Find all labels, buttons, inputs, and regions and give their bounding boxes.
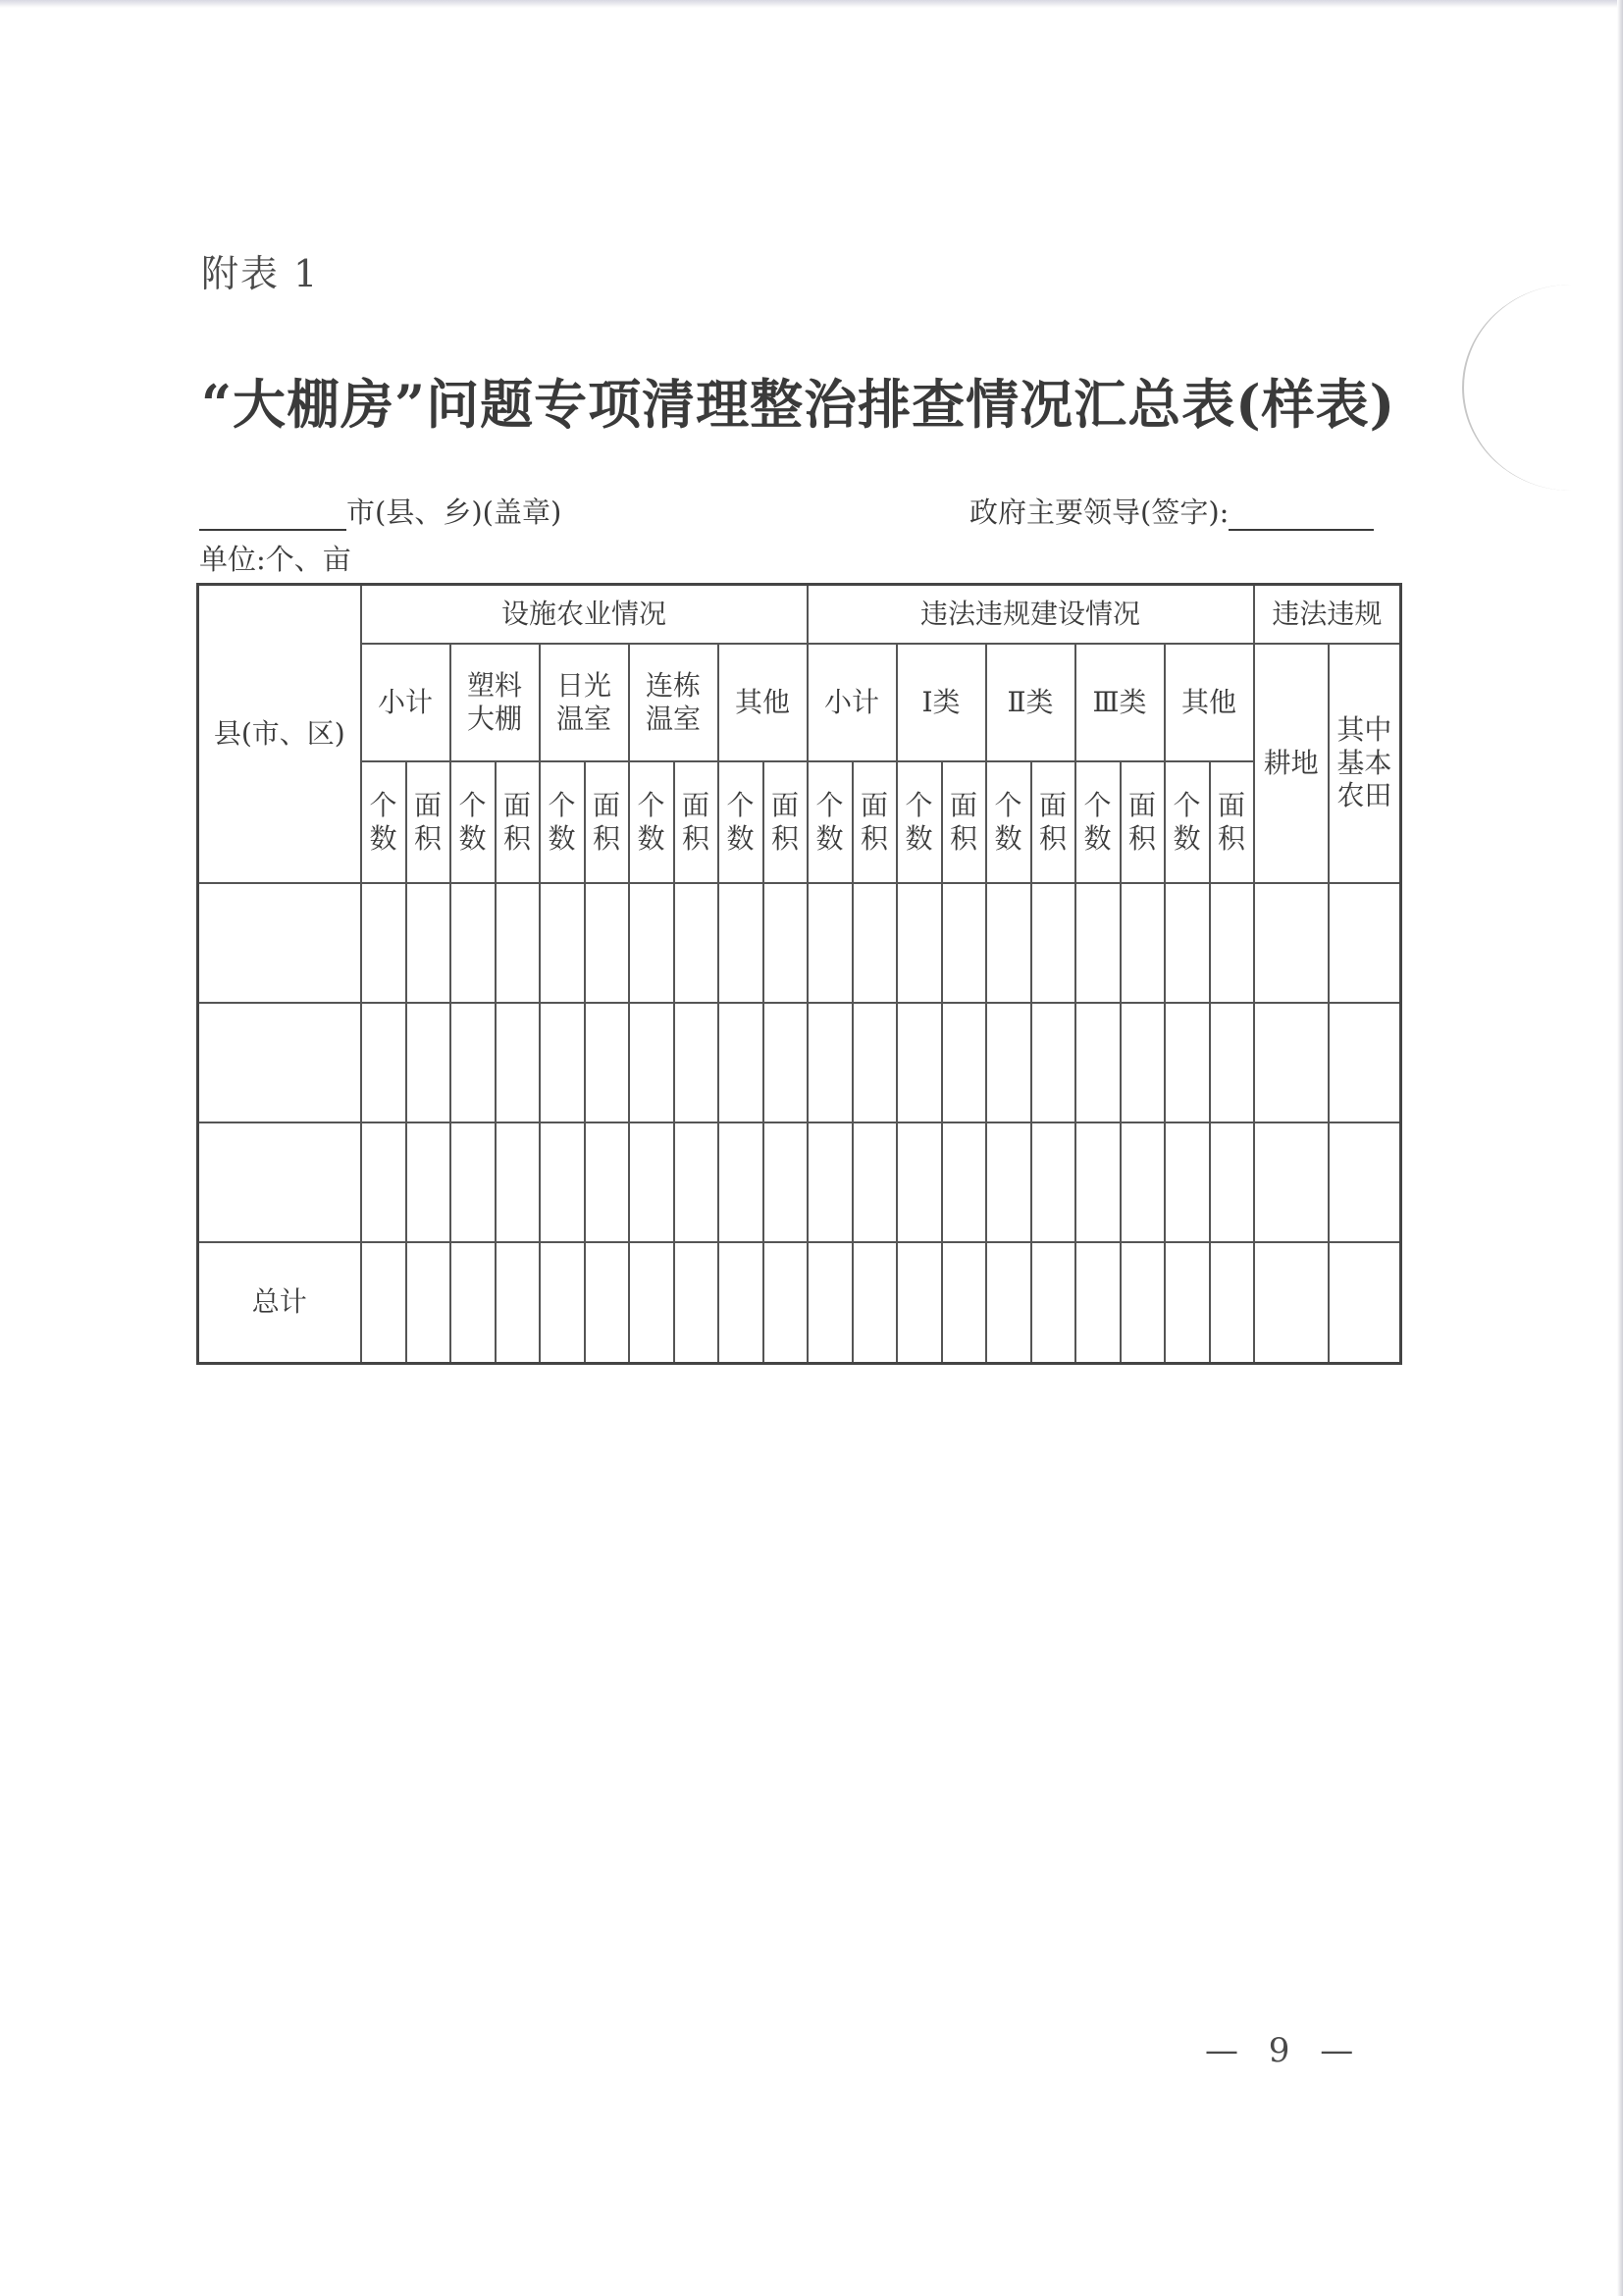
table-cell[interactable] [808, 1242, 853, 1364]
table-cell[interactable] [1075, 1122, 1121, 1242]
table-cell[interactable] [1075, 883, 1121, 1003]
county-cell[interactable] [198, 883, 361, 1003]
area-header: 面积 [1031, 761, 1075, 883]
table-cell[interactable] [1329, 883, 1401, 1003]
table-cell[interactable] [585, 883, 629, 1003]
scan-edge-top [0, 0, 1623, 8]
table-cell[interactable] [585, 1242, 629, 1364]
area-header: 面积 [942, 761, 986, 883]
table-cell[interactable] [540, 1122, 585, 1242]
table-cell[interactable] [450, 1003, 496, 1122]
table-cell[interactable] [1121, 1122, 1165, 1242]
table-cell[interactable] [763, 1003, 808, 1122]
table-cell[interactable] [986, 1122, 1031, 1242]
table-cell[interactable] [406, 1003, 450, 1122]
table-cell[interactable] [763, 1242, 808, 1364]
table-cell[interactable] [361, 1003, 406, 1122]
facility-subtotal-header: 小计 [361, 644, 450, 761]
table-cell[interactable] [1165, 1003, 1210, 1122]
table-cell[interactable] [361, 1242, 406, 1364]
count-header: 个数 [540, 761, 585, 883]
table-cell[interactable] [496, 1242, 540, 1364]
table-row [198, 1003, 1401, 1122]
table-cell[interactable] [853, 1242, 897, 1364]
area-header: 面积 [406, 761, 450, 883]
table-cell[interactable] [718, 883, 763, 1003]
farmland-header: 耕地 [1254, 644, 1329, 883]
table-cell[interactable] [897, 1122, 942, 1242]
class-1-header: Ⅰ类 [897, 644, 986, 761]
table-cell[interactable] [942, 883, 986, 1003]
count-header: 个数 [986, 761, 1031, 883]
table-cell[interactable] [1031, 1122, 1075, 1242]
basic-farmland-header: 其中基本农田 [1329, 644, 1401, 883]
table-cell[interactable] [942, 1122, 986, 1242]
table-cell[interactable] [1210, 1242, 1254, 1364]
stamp-line [199, 491, 561, 531]
table-cell[interactable] [629, 1242, 674, 1364]
table-cell[interactable] [1031, 883, 1075, 1003]
table-cell[interactable] [406, 883, 450, 1003]
summary-table [196, 583, 1402, 1365]
count-header: 个数 [897, 761, 942, 883]
area-header: 面积 [1210, 761, 1254, 883]
count-header: 个数 [808, 761, 853, 883]
table-cell[interactable] [718, 1003, 763, 1122]
table-cell[interactable] [853, 883, 897, 1003]
count-header: 个数 [1165, 761, 1210, 883]
table-cell[interactable] [897, 883, 942, 1003]
table-cell[interactable] [1210, 1003, 1254, 1122]
multispan-greenhouse-header: 连栋温室 [629, 644, 718, 761]
total-row [198, 1242, 1401, 1364]
count-area-header-row [198, 761, 1401, 883]
table-cell[interactable] [674, 1122, 718, 1242]
table-cell[interactable] [1031, 1242, 1075, 1364]
table-cell[interactable] [540, 883, 585, 1003]
table-cell[interactable] [674, 883, 718, 1003]
table-cell[interactable] [763, 1122, 808, 1242]
table-cell[interactable] [942, 1242, 986, 1364]
area-header: 面积 [853, 761, 897, 883]
table-cell[interactable] [1210, 883, 1254, 1003]
unit-label: 单位:个、亩 [199, 543, 351, 576]
table-cell[interactable] [585, 1122, 629, 1242]
table-cell[interactable] [986, 1003, 1031, 1122]
table-cell[interactable] [1254, 1122, 1329, 1242]
table-cell[interactable] [629, 883, 674, 1003]
table-cell[interactable] [1254, 1003, 1329, 1122]
facility-agriculture-header: 设施农业情况 [361, 585, 808, 644]
county-header: 县(市、区) [198, 585, 361, 883]
county-cell[interactable] [198, 1003, 361, 1122]
table-cell[interactable] [1254, 883, 1329, 1003]
signature-line [969, 491, 1374, 531]
area-header: 面积 [585, 761, 629, 883]
table-cell[interactable] [406, 1122, 450, 1242]
table-cell[interactable] [674, 1003, 718, 1122]
class-3-header: Ⅲ类 [1075, 644, 1165, 761]
illegal-other-header: 其他 [1165, 644, 1254, 761]
table-cell[interactable] [674, 1242, 718, 1364]
table-cell[interactable] [853, 1122, 897, 1242]
paper-fold-mark [1462, 285, 1623, 491]
violation-header: 违法违规 [1254, 585, 1401, 644]
table-cell[interactable] [1210, 1122, 1254, 1242]
attachment-label: 附表 1 [201, 252, 320, 295]
table-cell[interactable] [361, 1122, 406, 1242]
table-row [198, 1122, 1401, 1242]
table-cell[interactable] [361, 883, 406, 1003]
table-cell[interactable] [496, 883, 540, 1003]
table-cell[interactable] [718, 1122, 763, 1242]
table-cell[interactable] [808, 1003, 853, 1122]
table-cell[interactable] [629, 1122, 674, 1242]
table-cell[interactable] [1121, 883, 1165, 1003]
table-cell[interactable] [1075, 1242, 1121, 1364]
table-cell[interactable] [450, 1242, 496, 1364]
count-header: 个数 [361, 761, 406, 883]
illegal-construction-header: 违法违规建设情况 [808, 585, 1254, 644]
table-cell[interactable] [986, 1242, 1031, 1364]
table-cell[interactable] [1121, 1003, 1165, 1122]
area-header: 面积 [763, 761, 808, 883]
table-cell[interactable] [1329, 1242, 1401, 1364]
table-cell[interactable] [897, 1003, 942, 1122]
table-cell[interactable] [1329, 1122, 1401, 1242]
page-title: “大棚房”问题专项清理整治排查情况汇总表(样表) [201, 373, 1396, 436]
table-cell[interactable] [763, 883, 808, 1003]
signature-blank-field[interactable] [1229, 497, 1374, 531]
table-cell[interactable] [1121, 1242, 1165, 1364]
table-cell[interactable] [629, 1003, 674, 1122]
area-header: 面积 [1121, 761, 1165, 883]
stamp-label: 市(县、乡)(盖章) [346, 496, 562, 529]
table-cell[interactable] [1329, 1003, 1401, 1122]
table-cell[interactable] [1031, 1003, 1075, 1122]
table-cell[interactable] [1165, 1242, 1210, 1364]
area-header: 面积 [674, 761, 718, 883]
class-2-header: Ⅱ类 [986, 644, 1075, 761]
table-cell[interactable] [1165, 883, 1210, 1003]
total-label[interactable]: 总计 [198, 1242, 361, 1364]
solar-greenhouse-header: 日光温室 [540, 644, 629, 761]
table-cell[interactable] [585, 1003, 629, 1122]
count-header: 个数 [629, 761, 674, 883]
table-cell[interactable] [942, 1003, 986, 1122]
count-header: 个数 [718, 761, 763, 883]
table-cell[interactable] [450, 1122, 496, 1242]
table-cell[interactable] [540, 1003, 585, 1122]
page-number: — 9 — [1205, 2031, 1364, 2070]
count-header: 个数 [1075, 761, 1121, 883]
table-cell[interactable] [496, 1122, 540, 1242]
table-row [198, 883, 1401, 1003]
table-cell[interactable] [897, 1242, 942, 1364]
facility-other-header: 其他 [718, 644, 808, 761]
table-cell[interactable] [1165, 1122, 1210, 1242]
table-cell[interactable] [986, 883, 1031, 1003]
illegal-subtotal-header: 小计 [808, 644, 897, 761]
table-cell[interactable] [718, 1242, 763, 1364]
table-cell[interactable] [496, 1003, 540, 1122]
table-cell[interactable] [853, 1003, 897, 1122]
table-cell[interactable] [406, 1242, 450, 1364]
city-blank-field[interactable] [199, 497, 346, 531]
table-cell[interactable] [808, 883, 853, 1003]
table-cell[interactable] [1254, 1242, 1329, 1364]
table-cell[interactable] [450, 883, 496, 1003]
table-cell[interactable] [808, 1122, 853, 1242]
table-cell[interactable] [1075, 1003, 1121, 1122]
table-cell[interactable] [540, 1242, 585, 1364]
count-header: 个数 [450, 761, 496, 883]
signature-label: 政府主要领导(签字): [969, 496, 1230, 529]
county-cell[interactable] [198, 1122, 361, 1242]
plastic-greenhouse-header: 塑料大棚 [450, 644, 540, 761]
area-header: 面积 [496, 761, 540, 883]
